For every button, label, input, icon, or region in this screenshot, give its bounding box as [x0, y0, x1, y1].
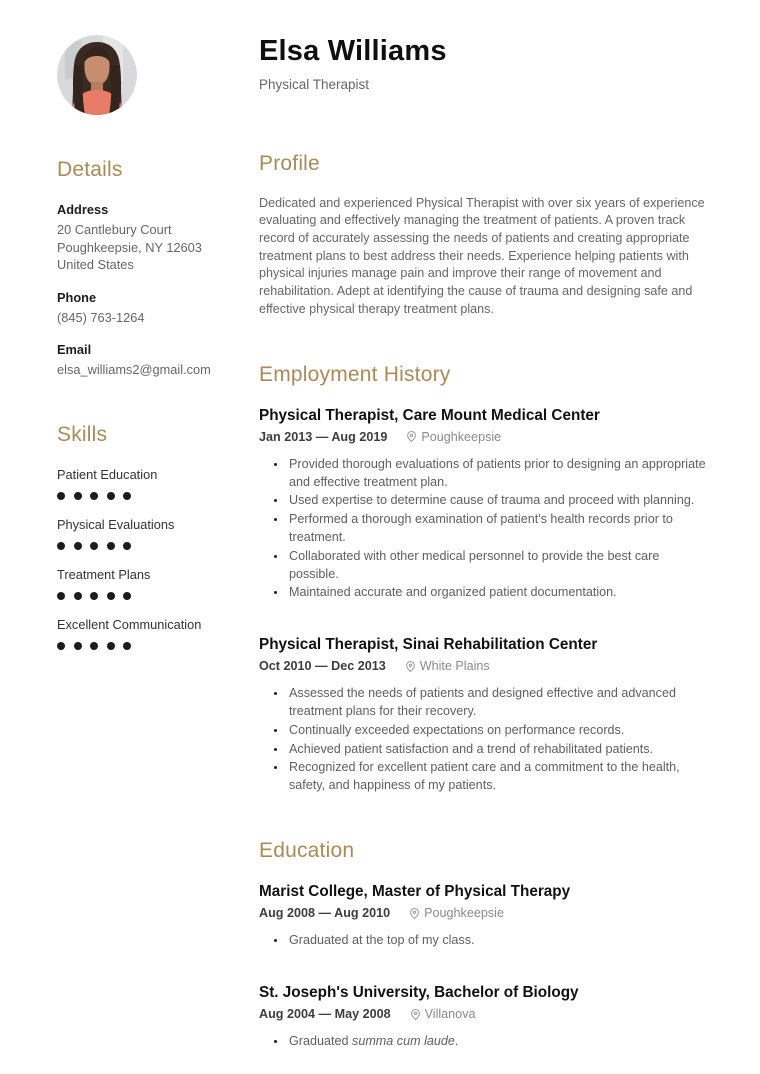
entry-meta	[259, 430, 712, 444]
bullet-item: • Assessed the needs of patients and designed effective and advanced treatment plans for their recovery.	[287, 685, 712, 721]
skill-dot	[123, 592, 131, 600]
location-pin-icon	[409, 907, 420, 920]
entry-title: St. Joseph's University, Bachelor of Biology	[259, 984, 579, 1002]
resume-entry	[259, 406, 712, 602]
entry-location	[405, 659, 490, 673]
profile-heading: Profile	[259, 151, 320, 175]
resume-entry	[259, 635, 712, 795]
skill-dot	[107, 492, 115, 500]
entry-location-text: Poughkeepsie	[421, 429, 502, 444]
skill-label: Excellent Communication	[57, 616, 202, 632]
skill-item	[57, 566, 235, 601]
entry-dates: Aug 2004 — May 2008	[259, 1007, 391, 1022]
address-line-2: Poughkeepsie, NY 12603	[57, 239, 202, 255]
skill-label: Physical Evaluations	[57, 516, 175, 532]
address-line-3: United States	[57, 257, 134, 273]
bullet-item: • Recognized for excellent patient care and a commitment to the health, safety, and happiness of my patients.	[287, 759, 712, 795]
bullet-item: • Maintained accurate and organized patient documentation.	[287, 584, 712, 602]
education-entries	[259, 882, 712, 1051]
profile-text: Dedicated and experienced Physical Therapist with over six years of experience evaluating and effectively managing the treatment of patients. A proven track record of accurately assessing the needs of patients and creating appropriate treatment plans to best address their needs. Experience helping patients with physical injuries manage pain and improve their range of movement and rehabilitation. Adept at identifying the cause of trauma and designing safe and effective physical therapy treatment plans.	[259, 195, 705, 316]
bullet-item: • Provided thorough evaluations of patients prior to designing an appropriate and effective treatment plan.	[287, 456, 712, 492]
location-pin-icon	[406, 430, 417, 443]
entry-bullets	[259, 932, 712, 950]
bullet-item: • Graduated at the top of my class.	[287, 932, 712, 950]
skill-dot	[57, 642, 65, 650]
bullet-item: • Performed a thorough examination of patient's health records prior to treatment.	[287, 511, 712, 547]
skill-dot	[74, 542, 82, 550]
address-line-1: 20 Cantlebury Court	[57, 222, 172, 238]
profile-section	[259, 152, 712, 319]
profile-photo	[57, 35, 137, 115]
resume-header	[259, 35, 712, 94]
skill-dot	[90, 492, 98, 500]
resume-entry	[259, 882, 712, 950]
bullet-item: • Continually exceeded expectations on performance records.	[287, 722, 712, 740]
employment-section	[259, 363, 712, 795]
skill-dot	[123, 642, 131, 650]
entry-bullets	[259, 1033, 712, 1051]
entry-meta	[259, 906, 712, 920]
entry-meta	[259, 1007, 712, 1021]
entry-location-text: Poughkeepsie	[424, 906, 504, 921]
sidebar	[0, 0, 259, 1074]
skill-item	[57, 616, 235, 651]
entry-dates: Aug 2008 — Aug 2010	[259, 906, 391, 921]
education-heading: Education	[259, 839, 355, 863]
skill-dot	[90, 592, 98, 600]
main-column	[259, 0, 760, 1074]
location-pin-icon	[405, 660, 416, 673]
phone-value: (845) 763-1264	[57, 309, 145, 325]
details-section	[57, 158, 235, 379]
bullet-item: • Graduated summa cum laude.	[287, 1033, 712, 1051]
profile-photo-image	[57, 35, 137, 115]
skill-item	[57, 516, 235, 551]
entry-location	[409, 906, 504, 920]
skill-dot	[123, 542, 131, 550]
employment-entries	[259, 406, 712, 795]
bullet-item: • Used expertise to determine cause of trauma and proceed with planning.	[287, 492, 712, 510]
bullet-item: • Achieved patient satisfaction and a trend of rehabilitated patients.	[287, 741, 712, 759]
skill-rating	[57, 491, 235, 501]
skill-label: Patient Education	[57, 466, 158, 482]
entry-title: Marist College, Master of Physical Therapy	[259, 883, 571, 901]
entry-dates: Jan 2013 — Aug 2019	[259, 429, 388, 444]
skill-item	[57, 466, 235, 501]
skill-label: Treatment Plans	[57, 566, 151, 582]
skill-dot	[107, 542, 115, 550]
education-section	[259, 839, 712, 1051]
resume-entry	[259, 983, 712, 1051]
skill-rating	[57, 591, 235, 601]
email-field	[57, 341, 235, 379]
skill-dot	[90, 642, 98, 650]
phone-field	[57, 289, 235, 327]
details-heading: Details	[57, 158, 123, 181]
candidate-name: Elsa Williams	[259, 35, 447, 67]
entry-title: Physical Therapist, Care Mount Medical Center	[259, 406, 600, 424]
email-label: Email	[57, 342, 92, 358]
entry-meta	[259, 659, 712, 673]
skill-dot	[57, 492, 65, 500]
skill-dot	[123, 492, 131, 500]
skill-rating	[57, 641, 235, 651]
entry-location-text: White Plains	[419, 659, 490, 674]
employment-heading: Employment History	[259, 362, 451, 386]
entry-title: Physical Therapist, Sinai Rehabilitation Center	[259, 636, 598, 654]
candidate-job-title: Physical Therapist	[259, 77, 370, 93]
skill-dot	[107, 592, 115, 600]
email-value: elsa_williams2@gmail.com	[57, 362, 211, 378]
skills-section	[57, 423, 235, 651]
skill-dot	[90, 542, 98, 550]
address-label: Address	[57, 202, 109, 218]
entry-bullets	[259, 456, 712, 602]
location-pin-icon	[410, 1008, 421, 1021]
entry-location	[406, 430, 501, 444]
bullet-item: • Collaborated with other medical personnel to provide the best care possible.	[287, 548, 712, 584]
phone-label: Phone	[57, 289, 97, 305]
skill-dot	[74, 592, 82, 600]
entry-dates: Oct 2010 — Dec 2013	[259, 659, 386, 674]
skill-dot	[57, 592, 65, 600]
skills-list	[57, 466, 235, 651]
skills-heading: Skills	[57, 422, 108, 446]
entry-bullets	[259, 685, 712, 795]
address-field	[57, 201, 235, 274]
skill-rating	[57, 541, 235, 551]
skill-dot	[74, 492, 82, 500]
entry-location-text: Villanova	[424, 1007, 476, 1022]
skill-dot	[57, 542, 65, 550]
skill-dot	[74, 642, 82, 650]
entry-location	[410, 1007, 476, 1021]
skill-dot	[107, 642, 115, 650]
